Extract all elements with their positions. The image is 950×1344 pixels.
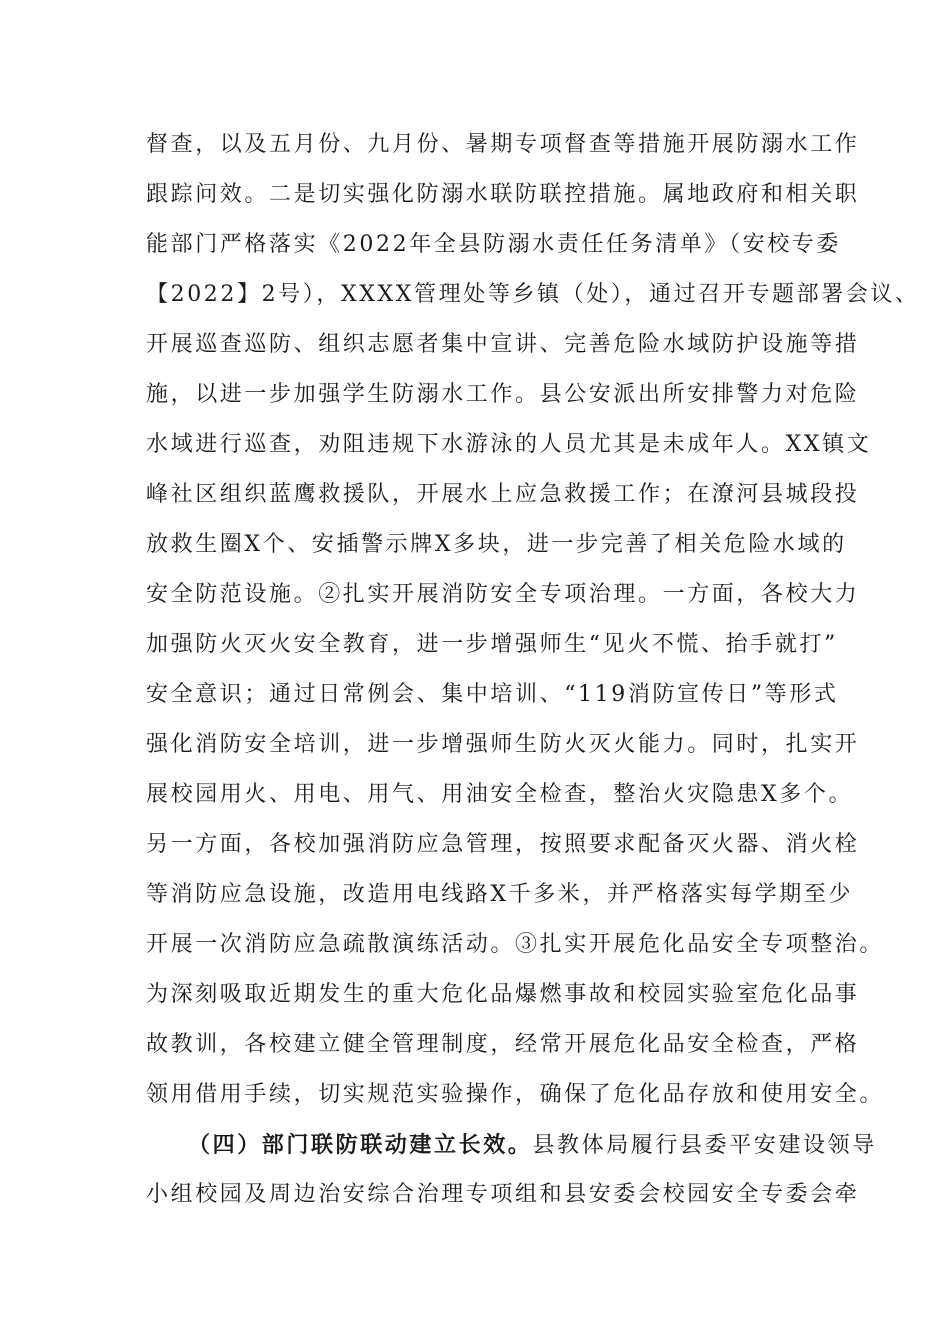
- body-text-line: 强化消防安全培训，进一步增强师生防火灭火能力。同时，扎实开: [146, 732, 860, 757]
- section-first-line: [188, 1131, 877, 1160]
- body-text-line: 【2022】2号），XXXX管理处等乡镇（处），通过召开专题部署会议、: [146, 282, 920, 307]
- body-text-line: 峰社区组织蓝鹰救援队，开展水上应急救援工作；在潦河县城段投: [146, 482, 860, 507]
- body-text-line: 为深刻吸取近期发生的重大危化品爆燃事故和校园实验室危化品事: [146, 982, 860, 1007]
- body-text-line: 领用借用手续，切实规范实验操作，确保了危化品存放和使用安全。: [146, 1082, 885, 1107]
- section-heading-continuation: 县教体局履行县委平安建设领导: [532, 1133, 877, 1158]
- body-text-line: 安全防范设施。②扎实开展消防安全专项治理。一方面，各校大力: [146, 582, 860, 607]
- body-text-line: 开展巡查巡防、组织志愿者集中宣讲、完善危险水域防护设施等措: [146, 332, 860, 357]
- body-text-line: 跟踪问效。二是切实强化防溺水联防联控措施。属地政府和相关职: [146, 182, 860, 207]
- body-text-line: 加强防火灭火安全教育，进一步增强师生“见火不慌、抬手就打”: [146, 632, 838, 657]
- body-text-line: 展校园用火、用电、用气、用油安全检查，整治火灾隐患X多个。: [146, 782, 854, 807]
- body-text-line: 水域进行巡查，劝阻违规下水游泳的人员尤其是未成年人。XX镇文: [146, 432, 872, 457]
- body-text-line: 开展一次消防应急疏散演练活动。③扎实开展危化品安全专项整治。: [146, 932, 885, 957]
- body-text-line: 放救生圈X个、安插警示牌X多块，进一步完善了相关危险水域的: [146, 532, 847, 557]
- body-text-line: 另一方面，各校加强消防应急管理，按照要求配备灭火器、消火栓: [146, 832, 860, 857]
- body-text-line: 安全意识；通过日常例会、集中培训、“119消防宣传日”等形式: [146, 682, 839, 707]
- body-text-line: 施，以进一步加强学生防溺水工作。县公安派出所安排警力对危险: [146, 382, 860, 407]
- body-text-line: 故教训，各校建立健全管理制度，经常开展危化品安全检查，严格: [146, 1032, 860, 1057]
- body-text-line: 小组校园及周边治安综合治理专项组和县安委会校园安全专委会牵: [146, 1182, 860, 1207]
- body-text-line: 能部门严格落实《2022年全县防溺水责任任务清单》（安校专委: [146, 232, 841, 257]
- body-text-line: 等消防应急设施，改造用电线路X千多米，并严格落实每学期至少: [146, 882, 854, 907]
- section-heading: （四）部门联防联动建立长效。: [188, 1132, 533, 1158]
- body-text-line: 督查，以及五月份、九月份、暑期专项督查等措施开展防溺水工作: [146, 132, 860, 157]
